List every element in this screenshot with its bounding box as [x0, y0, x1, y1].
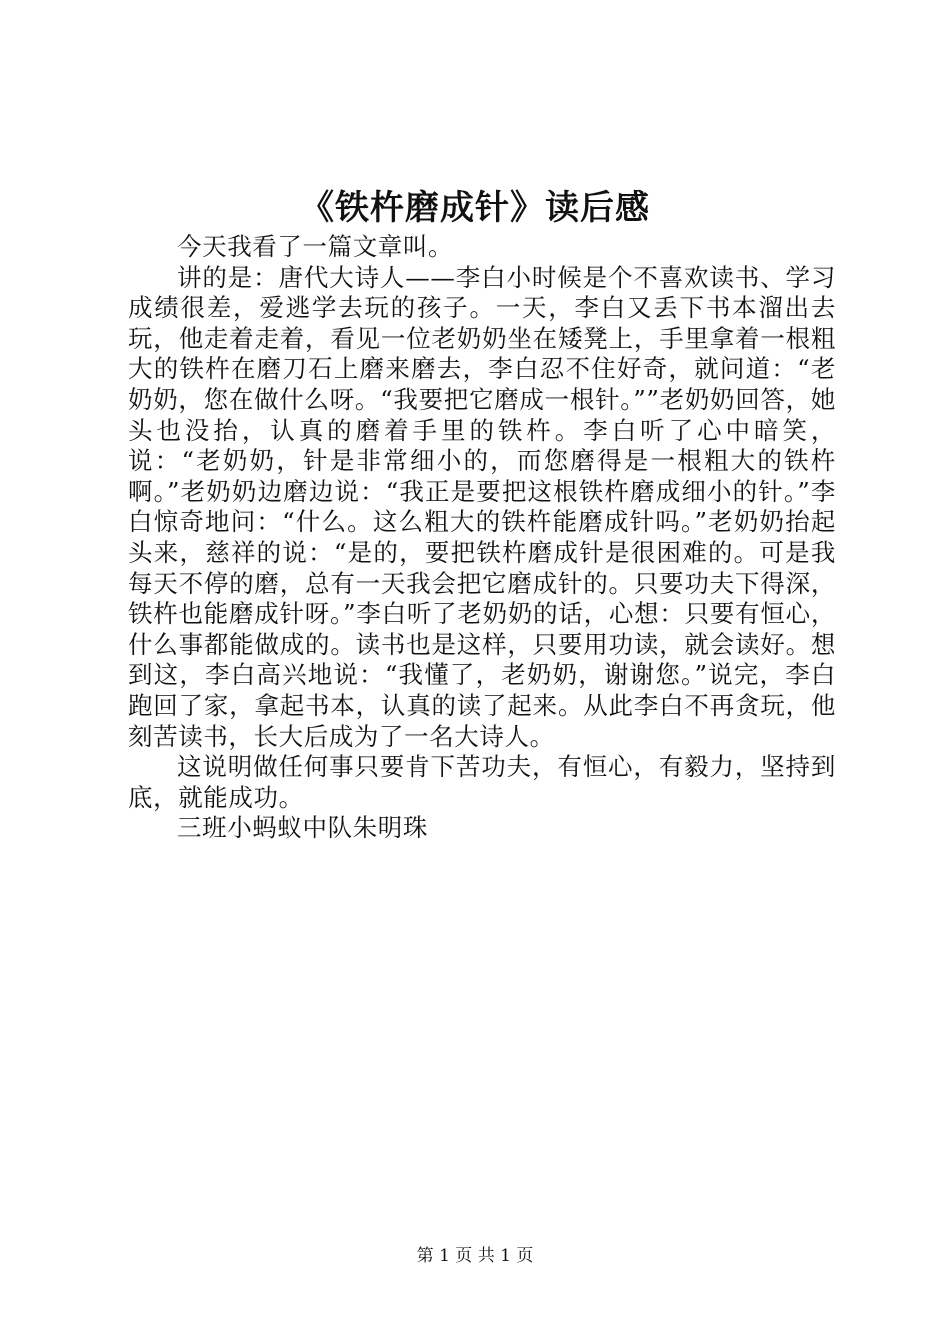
paragraph-story: 讲的是：唐代大诗人——李白小时候是个不喜欢读书、学习成绩很差，爱逃学去玩的孩子。一天，李白又丢下书本溜出去玩，他走着走着，看见一位老奶奶坐在矮凳上，手里拿着一根粗大的铁杵在磨刀石上磨来磨去，李白忍不住好奇，就问道：“老奶奶，您在做什么呀。“我要把它磨成一根针。””老奶奶回答，她头也没抬，认真的磨着手里的铁杵。李白听了心中暗笑，说：“老奶奶，针是非常细小的，而您磨得是一根粗大的铁杵啊。”老奶奶边磨边说：“我正是要把这根铁杵磨成细小的针。”李白惊奇地问：“什么。这么粗大的铁杵能磨成针吗。”老奶奶抬起头来，慈祥的说：“是的，要把铁杵磨成针是很困难的。可是我每天不停的磨，总有一天我会把它磨成针的。只要功夫下得深，铁杵也能磨成针呀。”李白听了老奶奶的话，心想：只要有恒心，什么事都能做成的。读书也是这样，只要用功读，就会读好。想到这，李白高兴地说：“我懂了，老奶奶，谢谢您。”说完，李白跑回了家，拿起书本，认真的读了起来。从此李白不再贪玩，他刻苦读书，长大后成为了一名大诗人。 — [128, 262, 836, 751]
page-number-footer: 第 1 页 共 1 页 — [416, 1246, 534, 1266]
document-title: 《铁杵磨成针》读后感 — [300, 188, 650, 228]
paragraph-intro: 今天我看了一篇文章叫。 — [177, 232, 454, 261]
paragraph-conclusion: 这说明做任何事只要肯下苦功夫，有恒心，有毅力，坚持到底，就能成功。 — [128, 752, 836, 812]
paragraph-author: 三班小蚂蚁中队朱明珠 — [177, 813, 428, 843]
document-body — [128, 232, 836, 844]
